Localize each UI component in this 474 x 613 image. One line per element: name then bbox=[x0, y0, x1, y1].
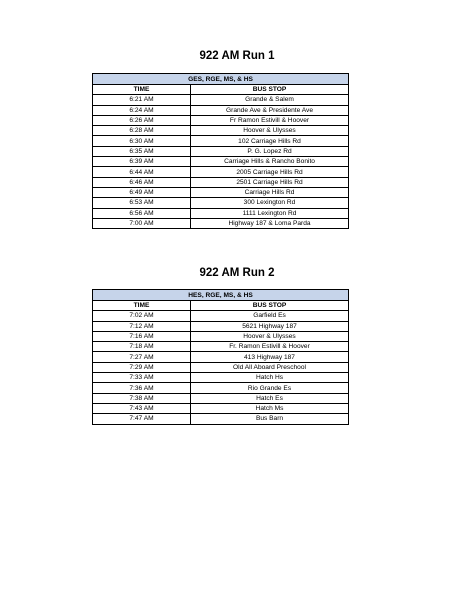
time-cell: 7:00 AM bbox=[93, 218, 191, 228]
table-row bbox=[93, 187, 349, 197]
time-cell: 7:47 AM bbox=[93, 414, 191, 424]
table-row bbox=[93, 393, 349, 403]
bus-stop-cell: Grande Ave & Presidente Ave bbox=[191, 105, 349, 115]
time-cell: 6:28 AM bbox=[93, 126, 191, 136]
table-row bbox=[93, 105, 349, 115]
bus-stop-cell: Bus Barn bbox=[191, 414, 349, 424]
run2-time-header: TIME bbox=[93, 301, 191, 311]
bus-stop-cell: Fr Ramon Estivill & Hoover bbox=[191, 115, 349, 125]
time-cell: 6:30 AM bbox=[93, 136, 191, 146]
time-cell: 7:12 AM bbox=[93, 321, 191, 331]
table-row bbox=[93, 403, 349, 413]
table-row bbox=[93, 146, 349, 156]
table-row bbox=[93, 157, 349, 167]
bus-stop-cell: Fr. Ramon Estivill & Hoover bbox=[191, 342, 349, 352]
table-row bbox=[93, 352, 349, 362]
bus-stop-cell: Hoover & Ulysses bbox=[191, 126, 349, 136]
table-row bbox=[93, 373, 349, 383]
bus-stop-cell: 102 Carriage Hills Rd bbox=[191, 136, 349, 146]
bus-stop-cell: 2501 Carriage Hills Rd bbox=[191, 177, 349, 187]
time-cell: 7:27 AM bbox=[93, 352, 191, 362]
run2-schedule-table bbox=[92, 289, 349, 425]
time-cell: 6:53 AM bbox=[93, 198, 191, 208]
time-cell: 6:35 AM bbox=[93, 146, 191, 156]
run2-rows bbox=[93, 311, 349, 424]
table-row bbox=[93, 311, 349, 321]
table-row bbox=[93, 414, 349, 424]
bus-stop-cell: 1111 Lexington Rd bbox=[191, 208, 349, 218]
bus-stop-cell: 2005 Carriage Hills Rd bbox=[191, 167, 349, 177]
time-cell: 7:38 AM bbox=[93, 393, 191, 403]
run1-schools-header: GES, RGE, MS, & HS bbox=[93, 74, 349, 85]
run1-column-headers bbox=[93, 85, 349, 95]
run2-column-headers bbox=[93, 301, 349, 311]
bus-stop-cell: Grande & Salem bbox=[191, 95, 349, 105]
bus-stop-cell: Hatch Hs bbox=[191, 373, 349, 383]
bus-stop-cell: Highway 187 & Loma Parda bbox=[191, 218, 349, 228]
run1-stop-header: BUS STOP bbox=[191, 85, 349, 95]
table-row bbox=[93, 198, 349, 208]
table-row bbox=[93, 208, 349, 218]
time-cell: 6:44 AM bbox=[93, 167, 191, 177]
bus-stop-cell: 5621 Highway 187 bbox=[191, 321, 349, 331]
bus-stop-cell: P. G. Lopez Rd bbox=[191, 146, 349, 156]
time-cell: 6:46 AM bbox=[93, 177, 191, 187]
table-row bbox=[93, 126, 349, 136]
table-row bbox=[93, 362, 349, 372]
time-cell: 6:39 AM bbox=[93, 157, 191, 167]
bus-stop-cell: Carriage Hills Rd bbox=[191, 187, 349, 197]
table-row bbox=[93, 342, 349, 352]
bus-stop-cell: Hoover & Ulysses bbox=[191, 331, 349, 341]
run1-schools-row bbox=[93, 74, 349, 85]
run1-title: 922 AM Run 1 bbox=[199, 50, 275, 62]
bus-stop-cell: 413 Highway 187 bbox=[191, 352, 349, 362]
table-row bbox=[93, 177, 349, 187]
bus-stop-cell: Old All Aboard Preschool bbox=[191, 362, 349, 372]
time-cell: 7:02 AM bbox=[93, 311, 191, 321]
time-cell: 7:43 AM bbox=[93, 403, 191, 413]
table-row bbox=[93, 321, 349, 331]
table-row bbox=[93, 95, 349, 105]
run2-schools-header: HES, RGE, MS, & HS bbox=[93, 290, 349, 301]
bus-stop-cell: 300 Lexington Rd bbox=[191, 198, 349, 208]
run2-stop-header: BUS STOP bbox=[191, 301, 349, 311]
time-cell: 7:29 AM bbox=[93, 362, 191, 372]
bus-stop-cell: Rio Grande Es bbox=[191, 383, 349, 393]
table-row bbox=[93, 383, 349, 393]
table-row bbox=[93, 218, 349, 228]
run2-schools-row bbox=[93, 290, 349, 301]
time-cell: 6:24 AM bbox=[93, 105, 191, 115]
bus-stop-cell: Hatch Ms bbox=[191, 403, 349, 413]
table-row bbox=[93, 331, 349, 341]
bus-stop-cell: Garfield Es bbox=[191, 311, 349, 321]
run1-rows bbox=[93, 95, 349, 229]
time-cell: 7:36 AM bbox=[93, 383, 191, 393]
table-row bbox=[93, 115, 349, 125]
time-cell: 7:16 AM bbox=[93, 331, 191, 341]
table-row bbox=[93, 136, 349, 146]
run1-schedule-table bbox=[92, 73, 349, 229]
time-cell: 6:56 AM bbox=[93, 208, 191, 218]
table-row bbox=[93, 167, 349, 177]
time-cell: 7:33 AM bbox=[93, 373, 191, 383]
bus-stop-cell: Hatch Es bbox=[191, 393, 349, 403]
time-cell: 6:21 AM bbox=[93, 95, 191, 105]
time-cell: 6:49 AM bbox=[93, 187, 191, 197]
run1-time-header: TIME bbox=[93, 85, 191, 95]
run2-title: 922 AM Run 2 bbox=[199, 267, 275, 279]
bus-stop-cell: Carriage Hills & Rancho Bonito bbox=[191, 157, 349, 167]
time-cell: 7:18 AM bbox=[93, 342, 191, 352]
time-cell: 6:26 AM bbox=[93, 115, 191, 125]
